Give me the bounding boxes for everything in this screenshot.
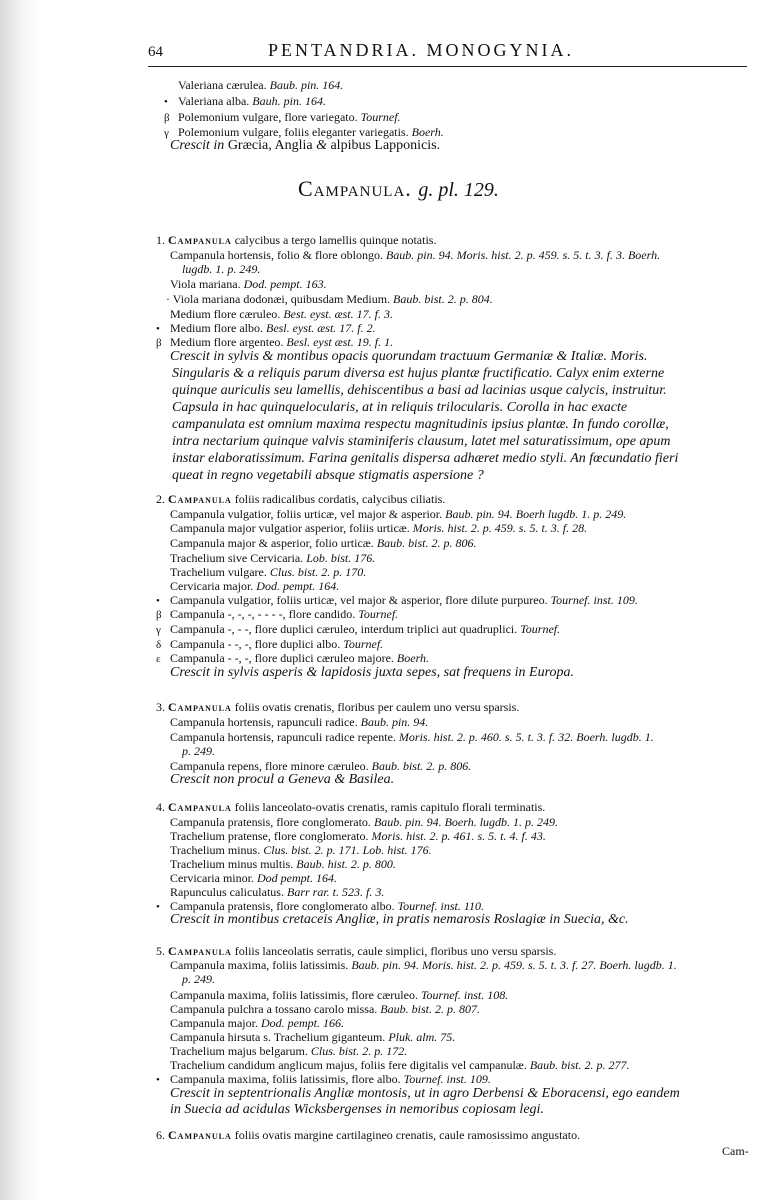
variety-line: δ Campanula - -, -, flore duplici albo. Tournef. — [156, 637, 384, 651]
page-header — [148, 36, 747, 72]
synonym-line: · Viola mariana dodonæi, quibusdam Medium. Baub. bist. 2. p. 804. — [166, 292, 493, 306]
entry-line: γ Polemonium vulgare, foliis eleganter variegatis. Boerh. — [164, 125, 444, 139]
synonym-line: Cervicaria major. Dod. pempt. 164. — [170, 579, 340, 593]
synonym-line: Trachelium sive Cervicaria. Lob. bist. 176. — [170, 551, 376, 565]
habitat-line: Crescit in septentrionalis Angliæ montosis, ut in agro Derbensi & Eboracensi, ego eandem — [170, 1086, 680, 1101]
note-line: Singularis & a reliquis parum diversa est hujus plantæ fructificatio. Calyx enim externe — [172, 366, 665, 381]
catchword: Cam- — [722, 1144, 749, 1158]
synonym-line: Campanula hortensis, rapunculi radice repente. Moris. hist. 2. p. 460. s. 5. t. 3. f. 32. Boerh. lugdb. 1. — [170, 730, 654, 744]
note-line: quinque auriculis seu lamellis, dehiscentibus a basi ad lacinias usque calycis, instruitur. — [172, 383, 667, 398]
synonym-line: Trachelium candidum anglicum majus, foliis fere digitalis vel campanulæ. Baub. bist. 2. p. 277. — [170, 1058, 630, 1072]
entry-line: β Polemonium vulgare, flore variegato. Tournef. — [164, 110, 401, 124]
variety-line: β Medium flore argenteo. Besl. eyst æst. 19. f. 1. — [156, 335, 394, 349]
note-line: intra nectarium quinque valvis staminiferis clausum, latet mel saturatissimum, ope apum — [172, 434, 671, 449]
synonym-line: Medium flore cæruleo. Best. eyst. æst. 17. f. 3. — [170, 307, 393, 321]
variety-line: β Campanula -, -, -, - - - -, flore candido. Tournef. — [156, 607, 399, 621]
synonym-line: Campanula maxima, foliis latissimis. Baub. pin. 94. Moris. hist. 2. p. 459. s. 5. t. 3. f. 27. Boerh. lugdb. 1. — [170, 958, 677, 972]
synonym-line: Cervicaria minor. Dod pempt. 164. — [170, 871, 337, 885]
species-heading: 1. Campanula calycibus a tergo lamellis quinque notatis. — [156, 233, 437, 247]
synonym-line: Trachelium pratense, flore conglomerato. Moris. hist. 2. p. 461. s. 5. t. 4. f. 43. — [170, 829, 546, 843]
species-heading: 4. Campanula foliis lanceolato-ovatis crenatis, ramis capitulo florali terminatis. — [156, 800, 546, 814]
synonym-line: Campanula hortensis, rapunculi radice. Baub. pin. 94. — [170, 715, 429, 729]
synonym-line: Campanula vulgatior, foliis urticæ, vel major & asperior. Baub. pin. 94. Boerh lugdb. 1. p. 249. — [170, 507, 627, 521]
page-number: 64 — [148, 44, 163, 60]
habitat-line: Crescit in sylvis & montibus opacis quorundam tractuum Germaniæ & Italiæ. Moris. — [170, 349, 648, 364]
entry-line: Valeriana cærulea. Baub. pin. 164. — [178, 78, 344, 92]
habitat-line: Crescit in Græcia, Anglia & alpibus Lapponicis. — [170, 138, 441, 153]
synonym-line: Campanula hortensis, folio & flore oblongo. Baub. pin. 94. Moris. hist. 2. p. 459. s. 5. t. 3. f. 3. Boerh. — [170, 248, 661, 262]
synonym-line: Campanula repens, flore minore cæruleo. Baub. bist. 2. p. 806. — [170, 759, 472, 773]
genus-title: Campanula. g. pl. 129. — [298, 176, 499, 201]
habitat-line: Crescit in montibus cretaceis Angliæ, in pratis nemarosis Roslagiæ in Suecia, &c. — [170, 912, 629, 927]
habitat-line: in Suecia ad acidulas Wicksbergenses in nemoribus copiosam legi. — [170, 1102, 544, 1117]
note-line: campanulata est omnium maxima respectu magnitudinis ipsius plantæ. In fundo corollæ, — [172, 417, 669, 432]
synonym-line: Trachelium minus multis. Baub. hist. 2. p. 800. — [170, 857, 396, 871]
synonym-line: Campanula major & asperior, folio urticæ. Baub. bist. 2. p. 806. — [170, 536, 477, 550]
synonym-line: Campanula major vulgatior asperior, foliis urticæ. Moris. hist. 2. p. 459. s. 5. t. 3. f. 28. — [170, 521, 588, 535]
synonym-line: p. 249. — [182, 744, 215, 758]
note-line: queat in regno vegetabili absque stigmatis aspersione ? — [172, 468, 484, 483]
variety-line: • Medium flore albo. Besl. eyst. æst. 17. f. 2. — [156, 321, 376, 335]
variety-line: • Campanula vulgatior, foliis urticæ, vel major & asperior, flore dilute purpureo. Tournef. inst. 109. — [156, 593, 638, 607]
synonym-line: Campanula maxima, foliis latissimis, flore cæruleo. Tournef. inst. 108. — [170, 988, 509, 1002]
habitat-line: Crescit non procul a Geneva & Basilea. — [170, 772, 395, 787]
species-heading: 2. Campanula foliis radicalibus cordatis, calycibus ciliatis. — [156, 492, 446, 506]
variety-line: ε Campanula - -, -, flore duplici cæruleo majore. Boerh. — [156, 651, 430, 665]
note-line: Capsula in hac quinquelocularis, at in reliquis trilocularis. Corolla in hac exacte — [172, 400, 628, 415]
species-heading: 3. Campanula foliis ovatis crenatis, floribus per caulem uno versu sparsis. — [156, 700, 520, 714]
synonym-line: Trachelium vulgare. Clus. bist. 2. p. 170. — [170, 565, 367, 579]
synonym-line: lugdb. 1. p. 249. — [182, 262, 261, 276]
species-heading: 6. Campanula foliis ovatis margine cartilagineo crenatis, caule ramosissimo angustato. — [156, 1128, 581, 1142]
variety-line: • Campanula pratensis, flore conglomerato albo. Tournef. inst. 110. — [156, 899, 484, 913]
species-heading: 5. Campanula foliis lanceolatis serratis, caule simplici, floribus uno versu sparsis. — [156, 944, 557, 958]
running-head: PENTANDRIA. MONOGYNIA. — [268, 40, 575, 60]
synonym-line: Campanula hirsuta s. Trachelium giganteum. Pluk. alm. 75. — [170, 1030, 456, 1044]
habitat-line: Crescit in sylvis asperis & lapidosis juxta sepes, sat frequens in Europa. — [170, 665, 575, 680]
header-rule — [148, 66, 747, 67]
synonym-line: Campanula major. Dod. pempt. 166. — [170, 1016, 344, 1030]
synonym-line: Campanula pratensis, flore conglomerato. Baub. pin. 94. Boerh. lugdb. 1. p. 249. — [170, 815, 559, 829]
synonym-line: p. 249. — [182, 972, 215, 986]
synonym-line: Campanula pulchra a tossano carolo missa. Baub. bist. 2. p. 807. — [170, 1002, 480, 1016]
note-line: instar elaboratissimum. Farina genitalis dispersa adhæret medio styli. An fœcundatio fieri — [172, 451, 679, 466]
variety-line: • Campanula maxima, foliis latissimis, flore albo. Tournef. inst. 109. — [156, 1072, 491, 1086]
entry-line: • Valeriana alba. Bauh. pin. 164. — [164, 94, 326, 108]
synonym-line: Trachelium minus. Clus. bist. 2. p. 171. Lob. hist. 176. — [170, 843, 432, 857]
synonym-line: Rapunculus caliculatus. Barr rar. t. 523. f. 3. — [170, 885, 385, 899]
variety-line: γ Campanula -, - -, flore duplici cæruleo, interdum triplici aut quadruplici. Tournef. — [156, 622, 561, 636]
synonym-line: Trachelium majus belgarum. Clus. bist. 2. p. 172. — [170, 1044, 408, 1058]
synonym-line: Viola mariana. Dod. pempt. 163. — [170, 277, 327, 291]
